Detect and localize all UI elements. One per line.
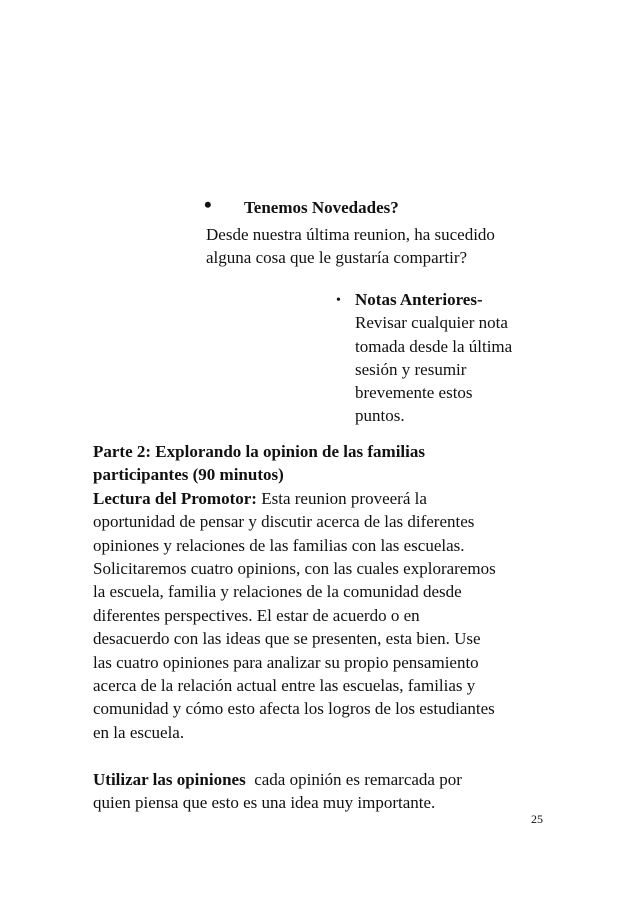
text-line: oportunidad de pensar y discutir acerca de las diferentes [93,512,475,532]
bullet-2: • [336,293,341,308]
text-line: Revisar cualquier nota [355,313,508,333]
text-line: Solicitaremos cuatro opinions, con las cuales exploraremos [93,559,496,579]
text-line: en la escuela. [93,722,185,742]
text-line: quien piensa que esto es una idea muy importante. [93,793,436,813]
text-line: la escuela, familia y relaciones de la comunidad desde [93,582,462,602]
section-title: Parte 2: Explorando la opinion de las familias [93,442,425,461]
heading-novedades: Tenemos Novedades? [244,198,399,217]
reading-text: Esta reunion proveerá la [256,488,427,508]
text-line: puntos. [355,406,405,426]
reading-first-line [93,487,563,510]
use-text: cada opinión es remarcada por [245,769,462,789]
reading-label: Lectura del Promotor: [93,488,257,508]
text-line: diferentes perspectives. El estar de acuerdo o en [93,605,420,625]
section-title: participantes (90 minutos) [93,465,284,485]
text-line: opiniones y relaciones de las familias con las escuelas. [93,535,465,555]
text-line: tomada desde la última [355,336,513,356]
bullet-1: • [204,192,212,217]
paragraph-novedades [206,223,546,269]
text-line: las cuatro opiniones para analizar su propio pensamiento [93,652,479,672]
paragraph-gap [93,744,563,767]
text-line: desacuerdo con las ideas que se presenten, esta bien. Use [93,629,481,649]
notas-anteriores-block [355,288,555,428]
text-line: comunidad y cómo esto afecta los logros de los estudiantes [93,699,495,719]
text-line: Desde nuestra última reunion, ha sucedido [206,225,495,244]
text-line: sesión y resumir [355,359,467,379]
main-body [93,440,563,814]
page-number: 25 [531,812,543,826]
text-line: brevemente estos [355,383,473,403]
use-first-line [93,768,563,791]
text-line: alguna cosa que le gustaría compartir? [206,248,468,267]
heading-notas-anteriores: Notas Anteriores- [355,290,483,309]
use-label: Utilizar las opiniones [93,769,246,789]
text-line: acerca de la relación actual entre las escuelas, familias y [93,676,476,696]
